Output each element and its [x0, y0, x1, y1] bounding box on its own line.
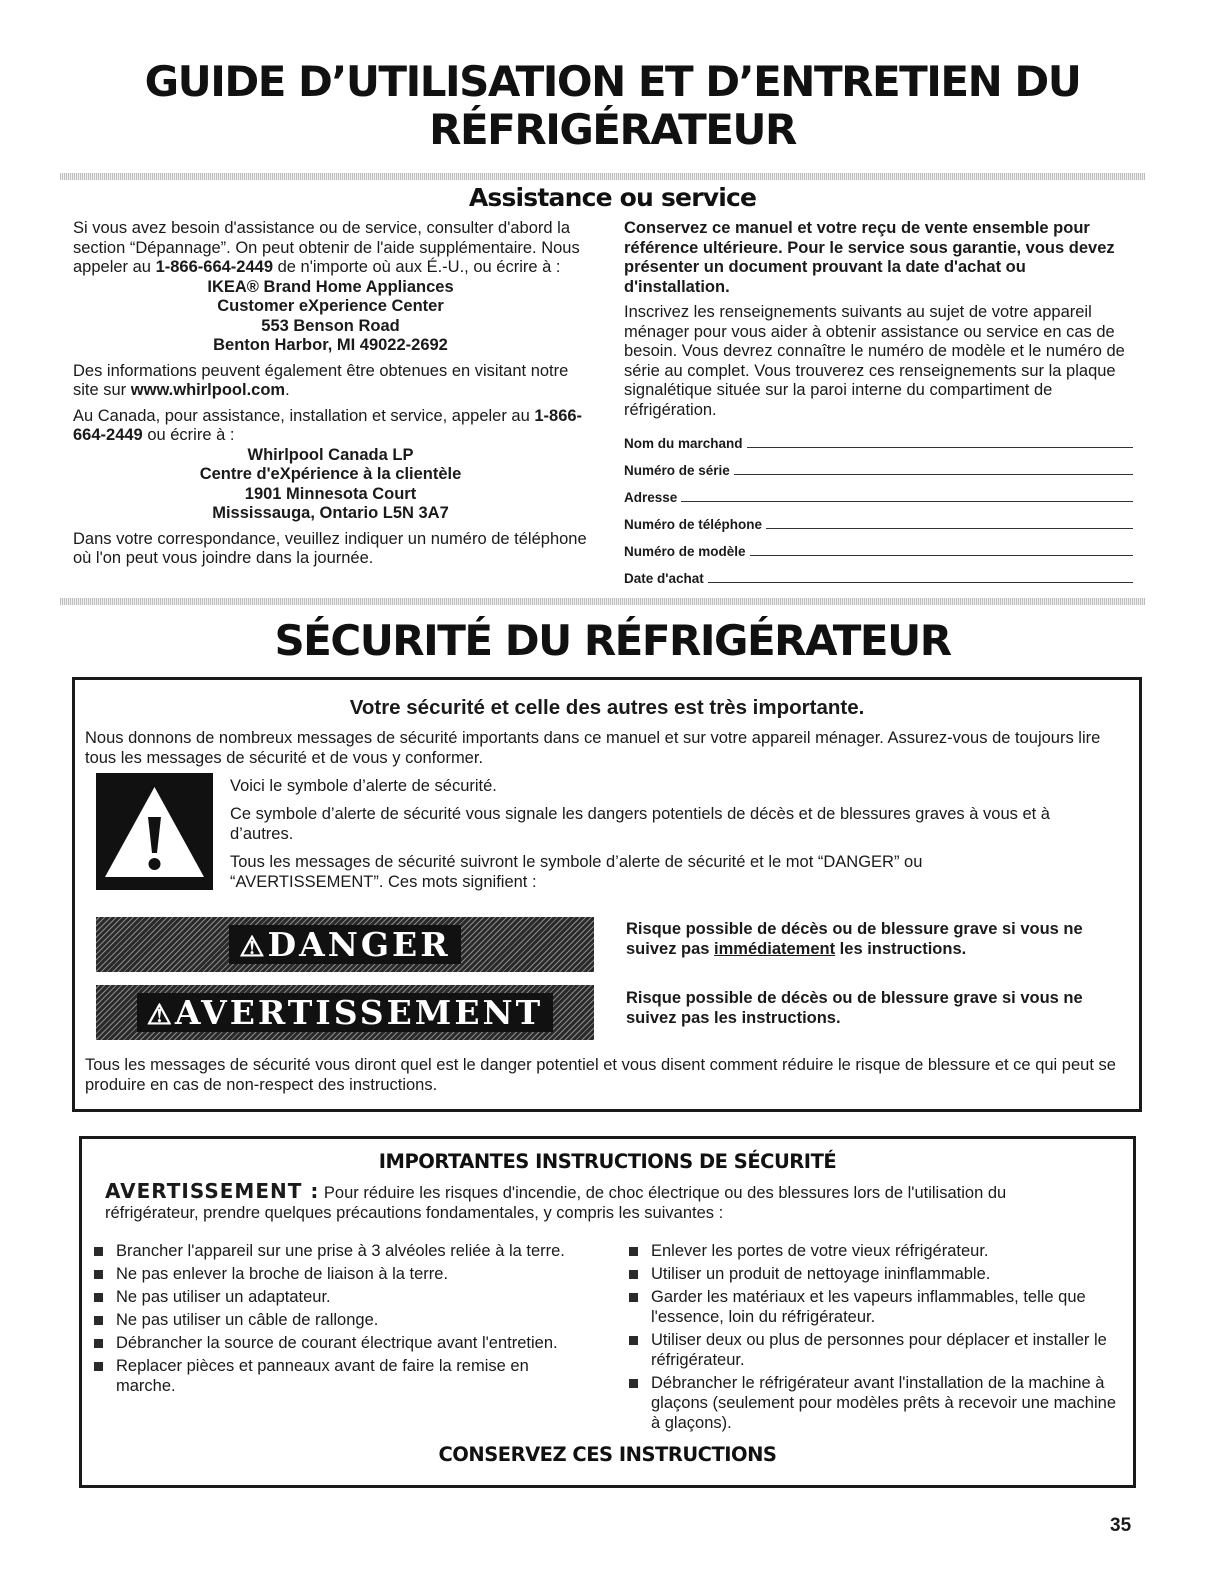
intro-text: Si vous avez besoin d'assistance ou de service, consulter d'abord la section “Dépannage”. On peut obtenir de l'aide supplémentaire. Nous appeler au: [73, 219, 580, 276]
page-number: 35: [1110, 1515, 1132, 1536]
safety-alert-symbol: [96, 773, 213, 890]
page-title: [0, 58, 1225, 154]
list-item: [625, 1373, 1125, 1433]
canada-phone: 1-866-664-2449: [73, 406, 583, 444]
bullet-icon: [94, 1247, 103, 1256]
address-field[interactable]: [624, 478, 1133, 505]
list-item-text: Replacer pièces et panneaux avant de faire la remise en marche.: [116, 1357, 529, 1395]
bullet-icon: [94, 1293, 103, 1302]
list-item: [625, 1264, 1125, 1284]
phone-number-field[interactable]: [624, 505, 1133, 532]
list-item-text: Ne pas utiliser un adaptateur.: [116, 1288, 331, 1306]
warning-word: AVERTISSEMENT :: [105, 1179, 320, 1203]
danger-description: [626, 920, 1136, 959]
list-item: [90, 1333, 570, 1353]
list-item: [90, 1287, 570, 1307]
field-label: Numéro de modèle: [624, 544, 746, 559]
instructions-warning: [105, 1179, 1095, 1223]
instructions-list-right: [625, 1241, 1125, 1436]
list-item-text: Débrancher le réfrigérateur avant l'installation de la machine à glaçons (seulement pour modèles prêts à recevoir une machine à glaçons).: [651, 1374, 1116, 1432]
danger-text-underlined: immédiatement: [714, 939, 836, 958]
important-instructions-box: [79, 1136, 1136, 1488]
keep-manual-notice: Conservez ce manuel et votre reçu de vente ensemble pour référence ultérieure. Pour le service sous garantie, vous devez présenter un document prouvant la date d'achat ou d'installation.: [624, 219, 1115, 296]
assistance-heading: Assistance ou service: [468, 183, 757, 212]
symbol-text-2: Ce symbole d’alerte de sécurité vous signale les dangers potentiels de décès et de blessures graves à vous et à d’autres.: [230, 805, 1050, 843]
safety-box-heading: Votre sécurité et celle des autres est très importante.: [349, 696, 865, 719]
instructions-heading: IMPORTANTES INSTRUCTIONS DE SÉCURITÉ: [378, 1150, 837, 1173]
safety-outro: Tous les messages de sécurité vous diront quel est le danger potentiel et vous disent comment réduire le risque de blessure et ce qui peut se produire en cas de non-respect des instructions.: [85, 1056, 1116, 1094]
safety-title: SÉCURITÉ DU RÉFRIGÉRATEUR: [274, 616, 951, 665]
bullet-icon: [94, 1270, 103, 1279]
list-item-text: Utiliser un produit de nettoyage ininflammable.: [651, 1265, 991, 1283]
us-address-line: Benton Harbor, MI 49022-2692: [213, 336, 448, 354]
us-phone: 1-866-664-2449: [155, 258, 274, 276]
safety-box: [72, 677, 1142, 1112]
keep-instructions-footer: CONSERVEZ CES INSTRUCTIONS: [438, 1443, 777, 1466]
assistance-intro: [73, 219, 588, 278]
danger-text-end: les instructions.: [835, 939, 967, 958]
canada-address-line: 1901 Minnesota Court: [244, 484, 417, 503]
list-item: [625, 1287, 1125, 1327]
warning-label: AVERTISSEMENT: [174, 993, 544, 1032]
bullet-icon: [94, 1362, 103, 1371]
alert-icon: ⚠: [239, 930, 268, 963]
intro-text-end: de n'importe où aux É.-U., ou écrire à :: [273, 258, 561, 276]
serial-number-field[interactable]: [624, 451, 1133, 478]
bullet-icon: [94, 1316, 103, 1325]
canada-paragraph: [73, 407, 588, 446]
list-item: [625, 1241, 1125, 1261]
list-item-text: Ne pas enlever la broche de liaison à la terre.: [116, 1265, 449, 1283]
bullet-icon: [629, 1336, 638, 1345]
warning-text: Pour réduire les risques d'incendie, de choc électrique ou des blessures lors de l'utilisation du réfrigérateur, prendre quelques précautions fondamentales, y compris les suivantes :: [105, 1184, 1007, 1222]
warning-triangle-icon: [96, 773, 213, 890]
closing-paragraph: Dans votre correspondance, veuillez indiquer un numéro de téléphone où l'on peut vous joindre dans la journée.: [73, 529, 587, 567]
list-item-text: Garder les matériaux et les vapeurs inflammables, telle que l'essence, loin du réfrigérateur.: [651, 1288, 1086, 1326]
warning-word: [137, 993, 553, 1032]
list-item: [90, 1264, 570, 1284]
field-label: Numéro de série: [624, 463, 730, 478]
section-divider: [60, 173, 1145, 180]
title-line-1: GUIDE D’UTILISATION ET D’ENTRETIEN DU: [144, 57, 1081, 106]
website-text: Des informations peuvent également être obtenues en visitant notre site sur: [73, 361, 569, 399]
title-line-2: RÉFRIGÉRATEUR: [429, 105, 796, 154]
bullet-icon: [629, 1270, 638, 1279]
field-line: [681, 501, 1133, 502]
danger-banner: [96, 917, 594, 972]
symbol-text-3: Tous les messages de sécurité suivront le symbole d’alerte de sécurité et le mot “DANGER” ou “AVERTISSEMENT”. Ces mots signifient :: [230, 853, 923, 891]
field-line: [766, 528, 1133, 529]
warning-description: Risque possible de décès ou de blessure grave si vous ne suivez pas les instructions.: [626, 989, 1083, 1027]
us-address-line: 553 Benson Road: [261, 316, 400, 335]
field-label: Numéro de téléphone: [624, 517, 763, 532]
field-label: Adresse: [624, 490, 678, 505]
website-paragraph: [73, 362, 588, 401]
dealer-name-field[interactable]: [624, 424, 1133, 451]
danger-label: DANGER: [267, 925, 451, 964]
canada-text: Au Canada, pour assistance, installation et service, appeler au: [73, 406, 535, 425]
bullet-icon: [629, 1293, 638, 1302]
assistance-left-column: [73, 219, 588, 569]
field-label: Date d'achat: [624, 571, 704, 586]
canada-address-line: Centre d'eXpérience à la clientèle: [199, 465, 462, 483]
us-address: [73, 278, 588, 356]
warning-banner: [96, 985, 594, 1040]
list-item-text: Débrancher la source de courant électrique avant l'entretien.: [116, 1334, 558, 1352]
field-label: Nom du marchand: [624, 436, 743, 451]
alert-icon: ⚠: [146, 998, 175, 1031]
purchase-date-field[interactable]: [624, 559, 1133, 586]
list-item: [625, 1330, 1125, 1370]
us-address-line: Customer eXperience Center: [217, 297, 444, 315]
instructions-list-left: [90, 1241, 570, 1399]
field-line: [734, 474, 1133, 475]
list-item-text: Brancher l'appareil sur une prise à 3 alvéoles reliée à la terre.: [116, 1242, 565, 1260]
bullet-icon: [629, 1379, 638, 1388]
symbol-text-1: Voici le symbole d’alerte de sécurité.: [230, 777, 497, 795]
website-link[interactable]: www.whirlpool.com: [130, 381, 286, 399]
list-item: [90, 1241, 570, 1261]
field-line: [708, 582, 1133, 583]
safety-intro: Nous donnons de nombreux messages de sécurité importants dans ce manuel et sur votre appareil ménager. Assurez-vous de toujours lire tous les messages de sécurité et de vous y conformer.: [85, 729, 1101, 767]
list-item-text: Utiliser deux ou plus de personnes pour déplacer et installer le réfrigérateur.: [651, 1331, 1107, 1369]
danger-text: Risque possible de décès ou de blessure grave si vous ne suivez pas: [626, 920, 1083, 958]
website-text-end: .: [285, 381, 290, 399]
bullet-icon: [94, 1339, 103, 1348]
list-item: [90, 1310, 570, 1330]
section-divider: [60, 598, 1145, 605]
list-item: [90, 1356, 570, 1396]
field-line: [747, 447, 1133, 448]
canada-address-line: Whirlpool Canada LP: [247, 445, 414, 464]
danger-word: [229, 925, 460, 964]
assistance-right-column: [624, 219, 1134, 586]
canada-text-end: ou écrire à :: [142, 426, 235, 444]
record-info-paragraph: Inscrivez les renseignements suivants au sujet de votre appareil ménager pour vous aider à obtenir assistance ou service en cas de besoin. Vous devrez connaître le numéro de modèle et le numéro de série au complet. Vous trouverez ces renseignements sur la plaque signalétique située sur la paroi interne du compartiment de réfrigération.: [624, 303, 1125, 419]
us-address-line: IKEA® Brand Home Appliances: [207, 277, 454, 296]
list-item-text: Ne pas utiliser un câble de rallonge.: [116, 1311, 379, 1329]
bullet-icon: [629, 1247, 638, 1256]
model-number-field[interactable]: [624, 532, 1133, 559]
list-item-text: Enlever les portes de votre vieux réfrigérateur.: [651, 1242, 989, 1260]
canada-address: [73, 446, 588, 524]
field-line: [750, 555, 1133, 556]
record-fields: [624, 424, 1133, 586]
canada-address-line: Mississauga, Ontario L5N 3A7: [212, 504, 449, 522]
